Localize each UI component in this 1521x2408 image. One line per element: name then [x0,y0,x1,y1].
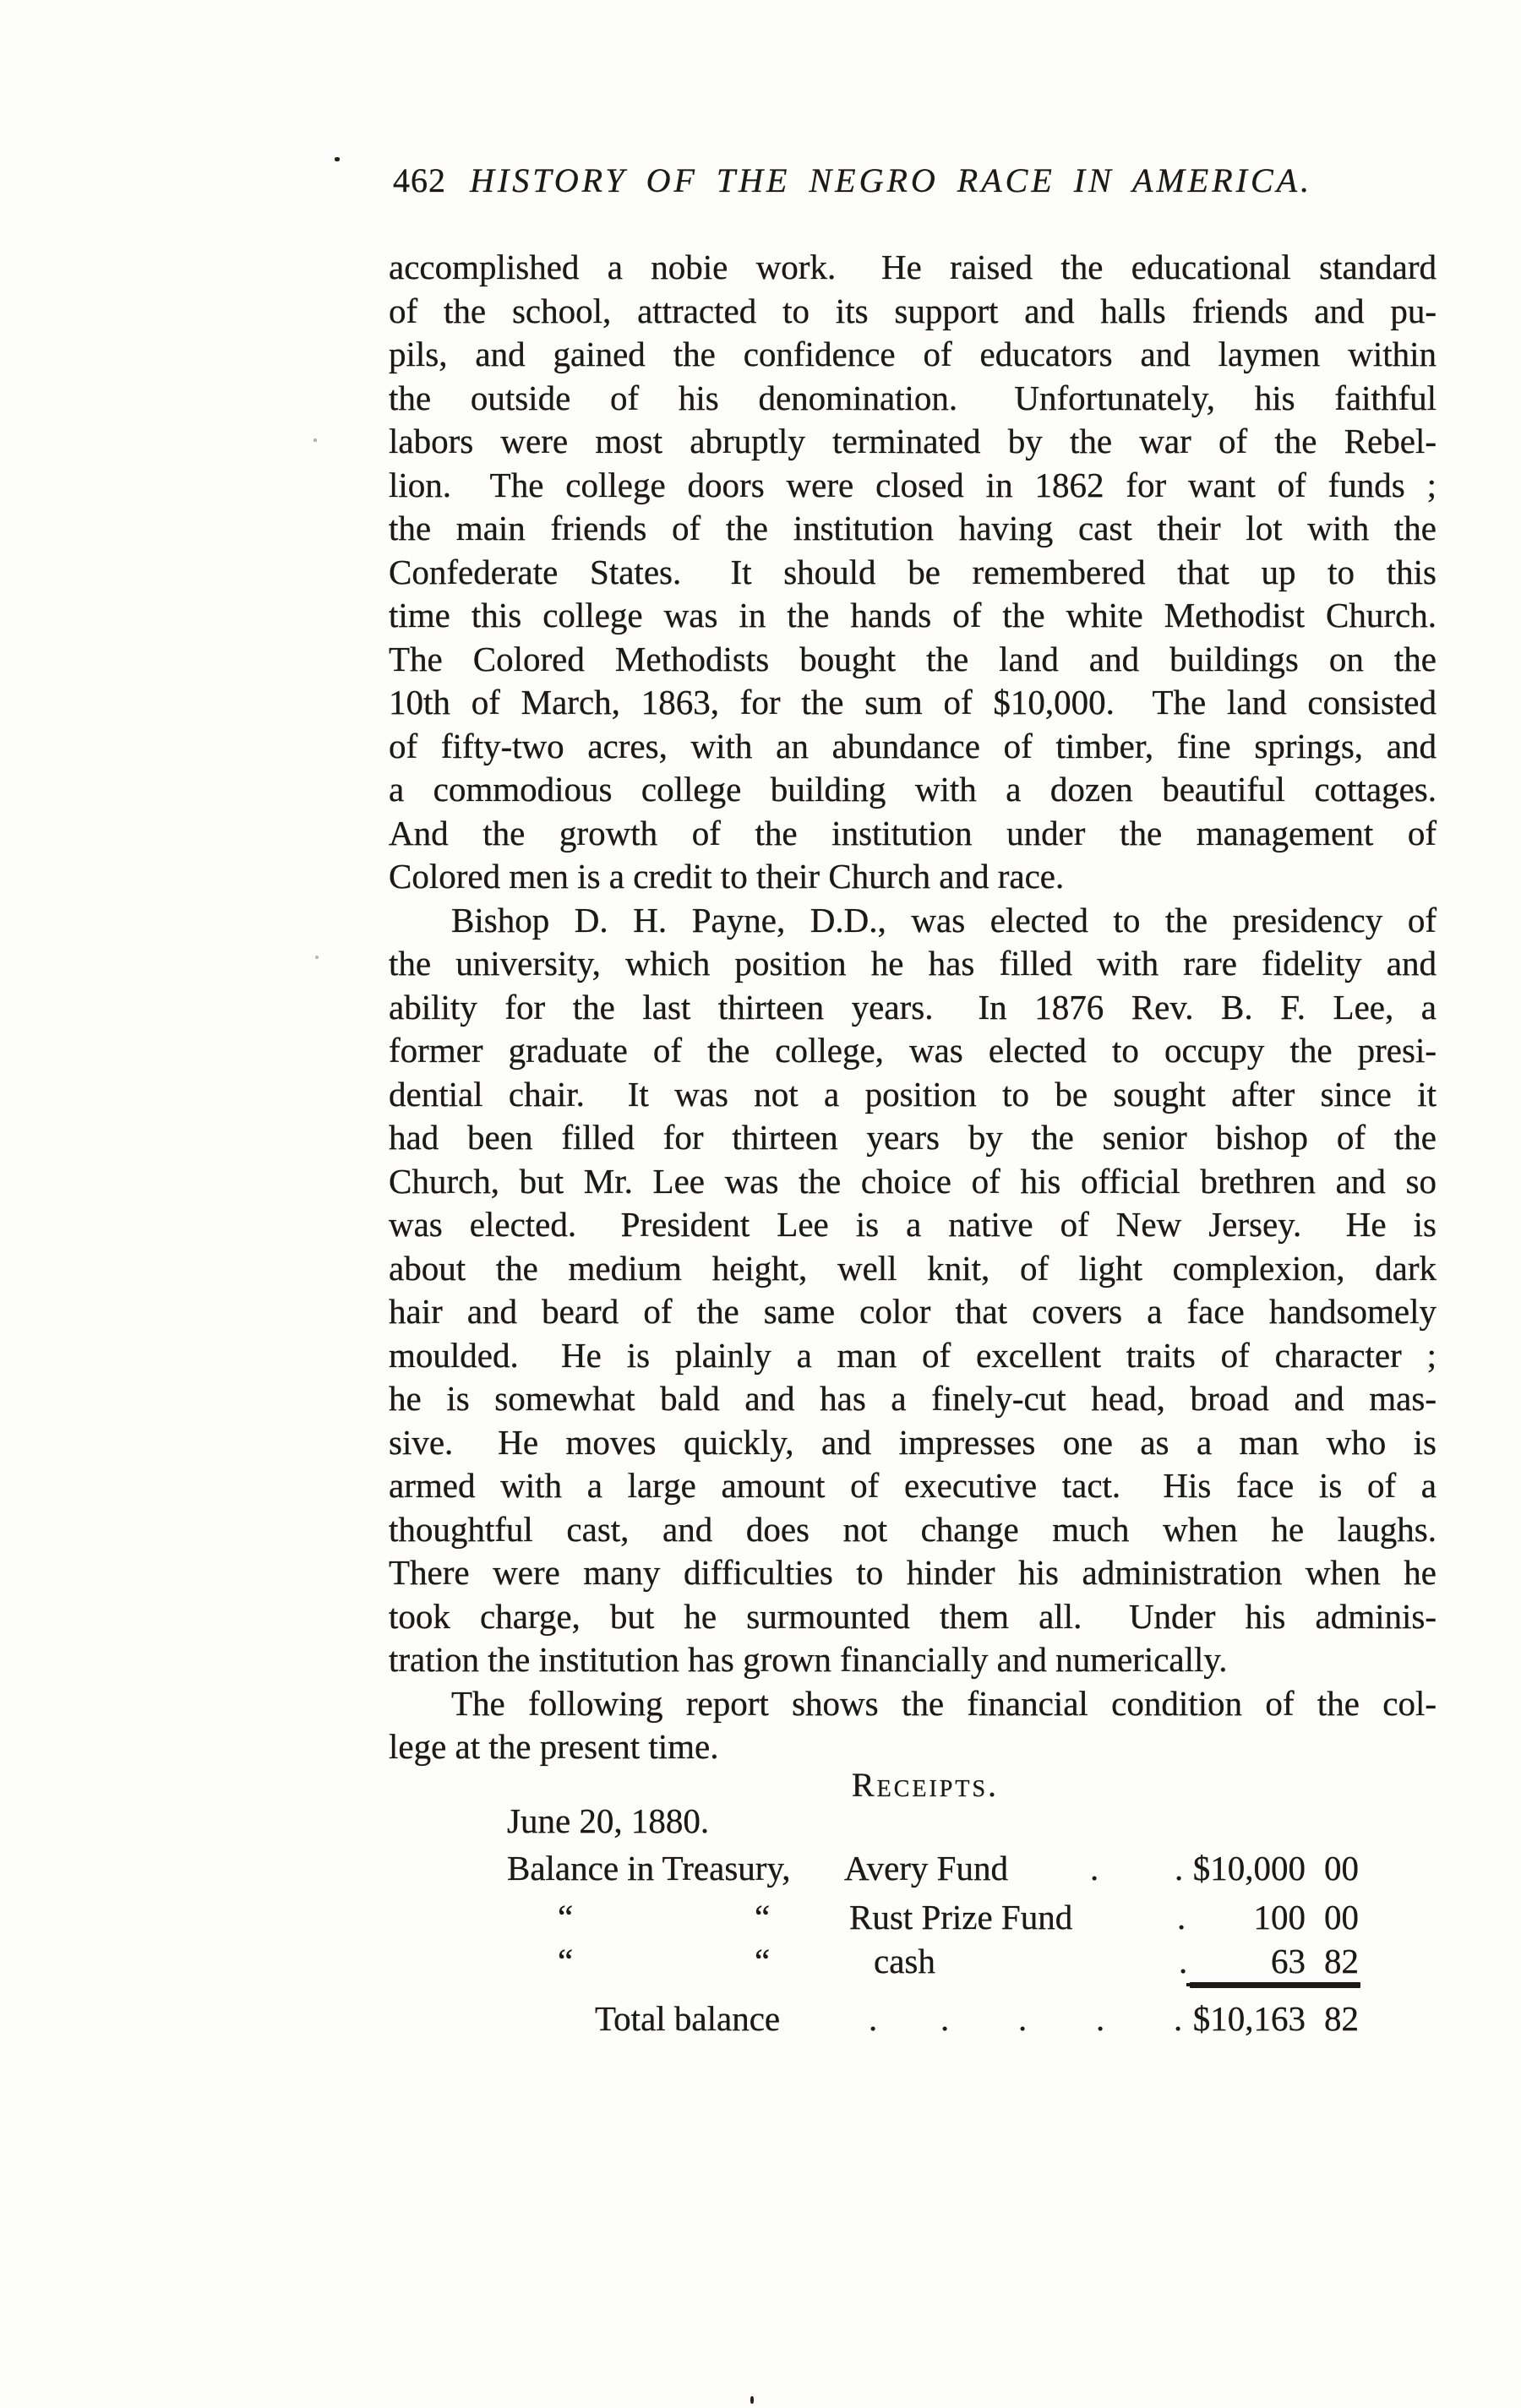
ink-speck [750,2396,754,2404]
text-line: lege at the present time. [389,1727,719,1766]
total-amount-dollars: $10,163 [1192,1999,1306,2038]
text-line: had been filled for thirteen years by the senior bishop of the [389,1118,1436,1157]
ditto-mark: “ [558,1942,574,1980]
ditto-mark: “ [558,1898,574,1937]
text-line: hair and beard of the same color that covers a face handsomely [389,1292,1436,1331]
total-row [0,1997,1521,2041]
leader-dot: . [1018,1999,1028,2038]
amount-dollars: 100 [1253,1898,1306,1937]
receipts-row [0,1940,1521,1984]
leader-dot: . [1175,1849,1184,1888]
receipts-row [0,1847,1521,1891]
text-line: And the growth of the institution under the management of [389,813,1436,853]
text-line: tration the institution has grown financially and numerically. [389,1640,1228,1679]
text-line: about the medium height, well knit, of light complexion, dark [389,1248,1436,1288]
page-number: 462 [393,161,446,199]
total-amount-cents: 82 [1324,1999,1359,2038]
text-line: 10th of March, 1863, for the sum of $10,000. The land consisted [389,683,1436,722]
row-item: Avery Fund [844,1849,1008,1888]
text-line: lion. The college doors were closed in 1862 for want of funds ; [389,465,1436,504]
amount-dollars: 63 [1271,1942,1306,1980]
amount-cents: 00 [1324,1898,1359,1937]
text-line: Colored men is a credit to their Church and race. [389,857,1065,896]
text-line: The following report shows the financial condition of the col- [451,1683,1436,1723]
receipts-heading: Receipts. [851,1766,1000,1804]
text-line: time this college was in the hands of the white Methodist Church. [389,596,1436,635]
running-title: HISTORY OF THE NEGRO RACE IN AMERICA. [470,161,1313,199]
amount-cents: 82 [1324,1942,1359,1980]
text-line: the university, which position he has filled with rare fidelity and [389,944,1436,983]
body-text [389,246,1436,1769]
text-line: the outside of his denomination. Unfortunately, his faithful [389,378,1436,417]
text-line: was elected. President Lee is a native of New Jersey. He is [389,1205,1436,1244]
ditto-mark: “ [755,1942,771,1980]
text-line: accomplished a nobie work. He raised the educational standard [389,248,1436,286]
leader-dot: . [1090,1849,1099,1888]
leader-dot: . [1096,1999,1105,2038]
text-line: pils, and gained the confidence of educators and laymen within [389,335,1436,373]
receipts-date: June 20, 1880. [507,1801,710,1840]
total-rule [1190,1982,1360,1988]
total-label: Total balance [595,1999,781,2038]
text-line: a commodious college building with a dozen beautiful cottages. [389,770,1436,809]
text-line: Bishop D. H. Payne, D.D., was elected to the presidency of [451,900,1436,940]
page-header [393,162,1441,199]
text-line: dential chair. It was not a position to be sought after since it [389,1074,1436,1114]
leader-dot: . [1174,1999,1183,2038]
leader-dot: . [1179,1942,1188,1980]
ditto-mark: “ [755,1898,771,1937]
text-line: labors were most abruptly terminated by the war of the Rebel- [389,422,1436,460]
text-line: thoughtful cast, and does not change much when he laughs. [389,1509,1436,1549]
receipts-row [0,1896,1521,1940]
text-line: Confederate States. It should be remembered that up to this [389,552,1436,591]
ink-speck [315,956,319,959]
text-line: moulded. He is plainly a man of excellent traits of character ; [389,1335,1436,1375]
leader-dot: . [940,1999,950,2038]
text-line: he is somewhat bald and has a finely-cut head, broad and mas- [389,1379,1436,1418]
row-item: cash [874,1942,935,1980]
text-line: ability for the last thirteen years. In 1876 Rev. B. F. Lee, a [389,987,1436,1027]
text-line: Church, but Mr. Lee was the choice of his official brethren and so [389,1161,1436,1201]
amount-dollars: $10,000 [1192,1849,1306,1888]
row-item: Rust Prize Fund [849,1898,1073,1937]
text-line: the main friends of the institution having cast their lot with the [389,509,1436,548]
leader-dot: . [1177,1898,1186,1937]
text-line: took charge, but he surmounted them all. Under his adminis- [389,1596,1436,1636]
text-line: armed with a large amount of executive tact. His face is of a [389,1466,1436,1505]
ink-speck [335,157,340,161]
text-line: of fifty-two acres, with an abundance of timber, fine springs, and [389,726,1436,765]
ink-speck [313,439,317,442]
text-line: The Colored Methodists bought the land and buildings on the [389,639,1436,678]
leader-dot: . [869,1999,878,2038]
text-line: There were many difficulties to hinder his administration when he [389,1553,1436,1592]
amount-cents: 00 [1324,1849,1359,1888]
text-line: former graduate of the college, was elected to occupy the presi- [389,1031,1436,1070]
row-label: Balance in Treasury, [507,1849,791,1888]
text-line: of the school, attracted to its support and halls friends and pu- [389,291,1436,330]
text-line: sive. He moves quickly, and impresses one as a man who is [389,1422,1436,1462]
